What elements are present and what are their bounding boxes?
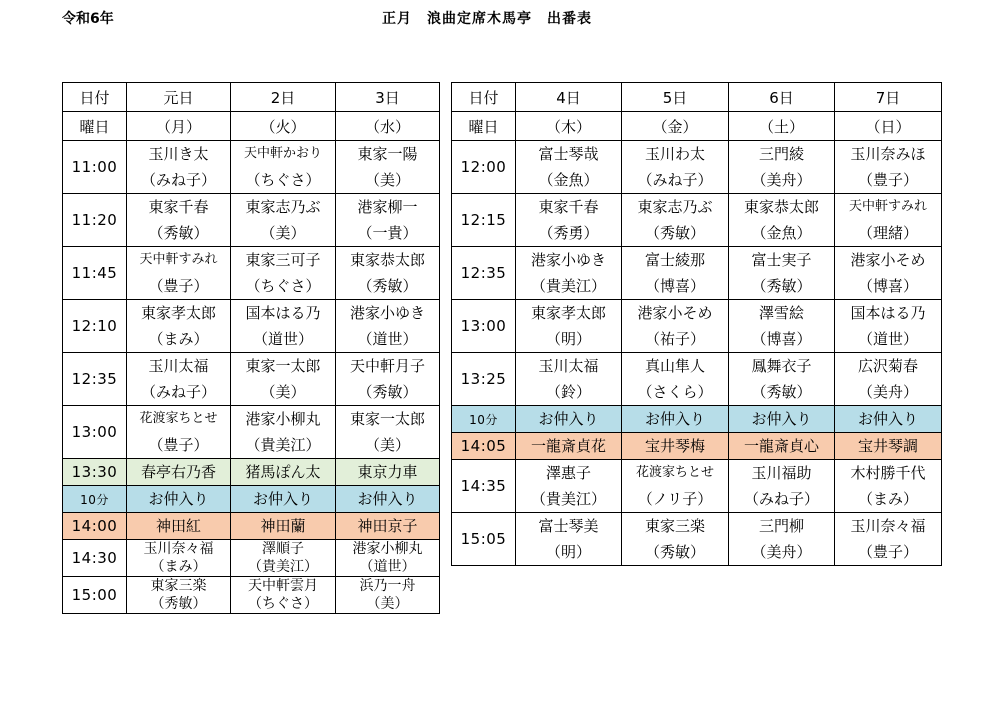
accompanist-name: （貴美江） <box>245 436 321 454</box>
performer-cell <box>336 406 440 459</box>
accompanist-name: （美） <box>366 596 409 612</box>
performer-name: 東家一陽 <box>357 145 418 163</box>
performer-cell <box>336 540 440 577</box>
accompanist-name: （博喜） <box>644 277 705 295</box>
performer-cell <box>729 433 835 460</box>
time-cell: 14:05 <box>452 433 516 460</box>
accompanist-name: （みね子） <box>140 383 216 401</box>
performer-name: 澤惠子 <box>545 464 591 482</box>
accompanist-name: （秀勇） <box>538 224 599 242</box>
time-cell: 15:00 <box>63 577 127 614</box>
accompanist-name: （博喜） <box>857 277 918 295</box>
time-slot-row <box>452 353 942 406</box>
schedule-table-left <box>62 82 440 614</box>
performer-name: 東家孝太郎 <box>140 304 216 322</box>
accompanist-name: （一貴） <box>357 224 418 242</box>
time-slot-row <box>452 194 942 247</box>
performer-name: 玉川奈みほ <box>850 145 926 163</box>
performer-cell <box>336 577 440 614</box>
performer-name: 宝井琴調 <box>857 437 918 455</box>
time-slot-row <box>63 513 440 540</box>
performer-cell <box>127 513 231 540</box>
time-cell: 13:00 <box>452 300 516 353</box>
accompanist-name: （金魚） <box>751 224 812 242</box>
performer-name: 港家小柳丸 <box>352 541 423 557</box>
time-cell: 15:05 <box>452 513 516 566</box>
performer-cell <box>127 406 231 459</box>
header-date-row <box>452 83 942 112</box>
performer-cell <box>231 406 336 459</box>
accompanist-name: （道世） <box>357 330 418 348</box>
accompanist-name: （ちぐさ） <box>245 277 321 295</box>
performer-name: 国本はる乃 <box>245 304 321 322</box>
performer-cell <box>622 433 729 460</box>
accompanist-name: （美） <box>260 224 306 242</box>
accompanist-name: （豊子） <box>148 436 209 454</box>
time-cell: 11:45 <box>63 247 127 300</box>
performer-cell <box>127 247 231 300</box>
accompanist-name: （秀敏） <box>751 277 812 295</box>
performer-name: 三門柳 <box>758 517 804 535</box>
time-cell: 12:35 <box>452 247 516 300</box>
day-of-week: （月） <box>127 112 231 141</box>
performer-name: 天中軒すみれ <box>848 199 927 214</box>
time-slot-row <box>63 486 440 513</box>
performer-name: 浜乃一舟 <box>359 578 416 594</box>
performer-name: お仲入り <box>538 410 599 428</box>
day-of-week: （土） <box>729 112 835 141</box>
day-date: 2日 <box>231 83 336 112</box>
performer-cell <box>622 194 729 247</box>
day-of-week: （火） <box>231 112 336 141</box>
accompanist-name: （美舟） <box>857 383 918 401</box>
time-cell: 14:35 <box>452 460 516 513</box>
performer-name: 春亭右乃香 <box>140 463 216 481</box>
accompanist-name: （美） <box>260 383 306 401</box>
performer-cell <box>336 459 440 486</box>
performer-cell <box>336 513 440 540</box>
accompanist-name: （秀敏） <box>150 596 207 612</box>
performer-name: 富士綾那 <box>644 251 705 269</box>
performer-name: 宝井琴梅 <box>644 437 705 455</box>
performer-name: 東家千春 <box>538 198 599 216</box>
time-slot-row <box>63 353 440 406</box>
day-date: 3日 <box>336 83 440 112</box>
time-cell: 12:00 <box>452 141 516 194</box>
performer-name: 神田京子 <box>357 517 418 535</box>
performer-name: 猪馬ぽん太 <box>245 463 321 481</box>
performer-name: 港家小そめ <box>850 251 926 269</box>
performer-cell <box>516 513 622 566</box>
performer-cell <box>516 353 622 406</box>
time-cell: 11:00 <box>63 141 127 194</box>
performer-name: 花渡家ちとせ <box>139 411 218 426</box>
performer-name: お仲入り <box>252 490 313 508</box>
performer-cell <box>622 353 729 406</box>
accompanist-name: （まみ） <box>857 490 918 508</box>
performer-cell <box>729 247 835 300</box>
time-slot-row <box>63 540 440 577</box>
performer-name: 玉川奈々福 <box>850 517 926 535</box>
performer-name: 天中軒かおり <box>243 146 322 161</box>
performer-name: 澤順子 <box>262 541 304 557</box>
performer-name: 天中軒すみれ <box>139 252 218 267</box>
performer-name: 東家恭太郎 <box>743 198 819 216</box>
day-of-week: （日） <box>835 112 942 141</box>
performer-cell <box>835 300 942 353</box>
performer-name: 東家三可子 <box>245 251 321 269</box>
time-cell: 12:35 <box>63 353 127 406</box>
performer-name: 港家小そめ <box>637 304 713 322</box>
time-slot-row <box>452 247 942 300</box>
performer-cell <box>835 141 942 194</box>
accompanist-name: （鈴） <box>545 383 591 401</box>
accompanist-name: （まみ） <box>150 559 207 575</box>
performer-cell <box>729 353 835 406</box>
accompanist-name: （貴美江） <box>248 559 318 575</box>
performer-name: 国本はる乃 <box>850 304 926 322</box>
time-cell: 13:25 <box>452 353 516 406</box>
day-date: 7日 <box>835 83 942 112</box>
performer-name: 東家三楽 <box>150 578 207 594</box>
accompanist-name: （金魚） <box>538 171 599 189</box>
accompanist-name: （まみ） <box>148 330 209 348</box>
performer-name: 東家志乃ぶ <box>245 198 321 216</box>
accompanist-name: （美舟） <box>751 543 812 561</box>
accompanist-name: （祐子） <box>644 330 705 348</box>
performer-cell <box>127 540 231 577</box>
intermission-cell <box>835 406 942 433</box>
intermission-cell <box>231 486 336 513</box>
performer-cell <box>835 460 942 513</box>
accompanist-name: （博喜） <box>751 330 812 348</box>
day-of-week: （金） <box>622 112 729 141</box>
accompanist-name: （秀敏） <box>751 383 812 401</box>
performer-name: お仲入り <box>644 410 705 428</box>
performer-cell <box>127 300 231 353</box>
performer-name: 東家千春 <box>148 198 209 216</box>
performer-name: 港家小ゆき <box>349 304 425 322</box>
performer-cell <box>516 141 622 194</box>
accompanist-name: （理緒） <box>857 224 918 242</box>
performer-name: 一龍斎貞心 <box>743 437 819 455</box>
accompanist-name: （明） <box>545 543 591 561</box>
header-dow-row <box>63 112 440 141</box>
accompanist-name: （豊子） <box>148 277 209 295</box>
accompanist-name: （みね子） <box>743 490 819 508</box>
performer-cell <box>127 194 231 247</box>
time-slot-row <box>63 247 440 300</box>
performer-cell <box>127 141 231 194</box>
performer-name: 玉川わ太 <box>644 145 705 163</box>
accompanist-name: （秀敏） <box>357 277 418 295</box>
performer-cell <box>231 540 336 577</box>
performer-cell <box>729 513 835 566</box>
performer-name: 東京力車 <box>357 463 418 481</box>
performer-cell <box>127 459 231 486</box>
performer-cell <box>231 194 336 247</box>
intermission-cell <box>516 406 622 433</box>
performer-cell <box>231 353 336 406</box>
performer-name: 港家小柳丸 <box>245 410 321 428</box>
accompanist-name: （さくら） <box>637 383 713 401</box>
performer-cell <box>336 141 440 194</box>
performer-cell <box>516 433 622 460</box>
performer-cell <box>231 513 336 540</box>
performer-cell <box>835 247 942 300</box>
time-cell: 13:00 <box>63 406 127 459</box>
performer-name: お仲入り <box>857 410 918 428</box>
performer-cell <box>336 247 440 300</box>
accompanist-name: （ノリ子） <box>637 490 713 508</box>
performer-cell <box>835 353 942 406</box>
accompanist-name: （道世） <box>252 330 313 348</box>
performer-cell <box>622 300 729 353</box>
accompanist-name: （道世） <box>359 559 416 575</box>
performer-name: 玉川太福 <box>148 357 209 375</box>
performer-cell <box>336 300 440 353</box>
time-slot-row <box>452 460 942 513</box>
performer-name: 真山隼人 <box>644 357 705 375</box>
intermission-cell <box>729 406 835 433</box>
performer-name: 東家一太郎 <box>245 357 321 375</box>
performer-cell <box>729 141 835 194</box>
performer-cell <box>729 194 835 247</box>
performer-name: 港家柳一 <box>357 198 418 216</box>
performer-name: 東家一太郎 <box>349 410 425 428</box>
accompanist-name: （秀敏） <box>357 383 418 401</box>
performer-cell <box>516 300 622 353</box>
performer-cell <box>835 513 942 566</box>
performer-cell <box>729 460 835 513</box>
performer-cell <box>622 247 729 300</box>
accompanist-name: （秀敏） <box>148 224 209 242</box>
accompanist-name: （美） <box>364 436 410 454</box>
performer-name: 花渡家ちとせ <box>635 465 714 480</box>
performer-name: 富士琴美 <box>538 517 599 535</box>
performer-cell <box>231 141 336 194</box>
performer-name: 神田蘭 <box>260 517 306 535</box>
performer-cell <box>231 577 336 614</box>
time-cell: 14:30 <box>63 540 127 577</box>
header-dow-label: 曜日 <box>63 112 127 141</box>
performer-name: お仲入り <box>751 410 812 428</box>
day-date: 4日 <box>516 83 622 112</box>
intermission-cell <box>127 486 231 513</box>
time-cell: 11:20 <box>63 194 127 247</box>
accompanist-name: （豊子） <box>857 543 918 561</box>
era-label: 令和6年 <box>62 11 114 27</box>
time-slot-row <box>63 577 440 614</box>
performer-name: 東家恭太郎 <box>349 251 425 269</box>
performer-name: 玉川福助 <box>751 464 812 482</box>
accompanist-name: （貴美江） <box>530 277 606 295</box>
performer-cell <box>231 247 336 300</box>
performer-name: 木村勝千代 <box>850 464 926 482</box>
accompanist-name: （道世） <box>857 330 918 348</box>
performer-name: お仲入り <box>357 490 418 508</box>
performer-cell <box>622 513 729 566</box>
performer-cell <box>516 247 622 300</box>
performer-name: 鳳舞衣子 <box>751 357 812 375</box>
performer-name: 東家三楽 <box>644 517 705 535</box>
performer-cell <box>336 194 440 247</box>
header-date-label: 日付 <box>452 83 516 112</box>
performer-name: 天中軒月子 <box>349 357 425 375</box>
accompanist-name: （ちぐさ） <box>248 596 318 612</box>
time-cell: 10分 <box>63 486 127 513</box>
performer-cell <box>336 353 440 406</box>
accompanist-name: （豊子） <box>857 171 918 189</box>
time-slot-row <box>63 459 440 486</box>
header-date-label: 日付 <box>63 83 127 112</box>
performer-name: お仲入り <box>148 490 209 508</box>
performer-name: 玉川き太 <box>148 145 209 163</box>
time-slot-row <box>452 406 942 433</box>
performer-cell <box>516 460 622 513</box>
day-date: 元日 <box>127 83 231 112</box>
performer-cell <box>729 300 835 353</box>
accompanist-name: （美） <box>364 171 410 189</box>
performer-name: 広沢菊春 <box>857 357 918 375</box>
performer-name: 港家小ゆき <box>530 251 606 269</box>
performer-cell <box>835 194 942 247</box>
intermission-cell <box>336 486 440 513</box>
time-cell: 14:00 <box>63 513 127 540</box>
performer-name: 神田紅 <box>155 517 201 535</box>
page-title: 正月 浪曲定席木馬亭 出番表 <box>382 11 592 27</box>
time-cell: 12:10 <box>63 300 127 353</box>
time-slot-row <box>63 300 440 353</box>
performer-name: 澤雪絵 <box>758 304 804 322</box>
performer-name: 東家孝太郎 <box>530 304 606 322</box>
time-slot-row <box>452 300 942 353</box>
day-of-week: （水） <box>336 112 440 141</box>
header-date-row <box>63 83 440 112</box>
performer-name: 富士実子 <box>751 251 812 269</box>
time-slot-row <box>452 513 942 566</box>
time-slot-row <box>63 194 440 247</box>
day-date: 6日 <box>729 83 835 112</box>
performer-cell <box>231 300 336 353</box>
accompanist-name: （明） <box>545 330 591 348</box>
performer-name: 三門綾 <box>758 145 804 163</box>
performer-name: 東家志乃ぶ <box>637 198 713 216</box>
accompanist-name: （秀敏） <box>644 224 705 242</box>
schedule-table-right <box>451 82 942 566</box>
time-cell: 13:30 <box>63 459 127 486</box>
performer-name: 富士琴哉 <box>538 145 599 163</box>
accompanist-name: （秀敏） <box>644 543 705 561</box>
day-date: 5日 <box>622 83 729 112</box>
performer-cell <box>835 433 942 460</box>
time-slot-row <box>63 141 440 194</box>
performer-cell <box>516 194 622 247</box>
performer-name: 玉川奈々福 <box>143 541 214 557</box>
header-dow-label: 曜日 <box>452 112 516 141</box>
performer-name: 天中軒雲月 <box>248 578 318 594</box>
performer-cell <box>622 460 729 513</box>
time-slot-row <box>63 406 440 459</box>
time-cell: 12:15 <box>452 194 516 247</box>
accompanist-name: （みね子） <box>637 171 713 189</box>
performer-cell <box>622 141 729 194</box>
accompanist-name: （ちぐさ） <box>245 171 321 189</box>
performer-cell <box>127 577 231 614</box>
intermission-cell <box>622 406 729 433</box>
time-slot-row <box>452 141 942 194</box>
performer-cell <box>127 353 231 406</box>
accompanist-name: （貴美江） <box>530 490 606 508</box>
day-of-week: （木） <box>516 112 622 141</box>
accompanist-name: （美舟） <box>751 171 812 189</box>
time-slot-row <box>452 433 942 460</box>
performer-cell <box>231 459 336 486</box>
performer-name: 玉川太福 <box>538 357 599 375</box>
header-dow-row <box>452 112 942 141</box>
performer-name: 一龍斎貞花 <box>530 437 606 455</box>
time-cell: 10分 <box>452 406 516 433</box>
accompanist-name: （みね子） <box>140 171 216 189</box>
